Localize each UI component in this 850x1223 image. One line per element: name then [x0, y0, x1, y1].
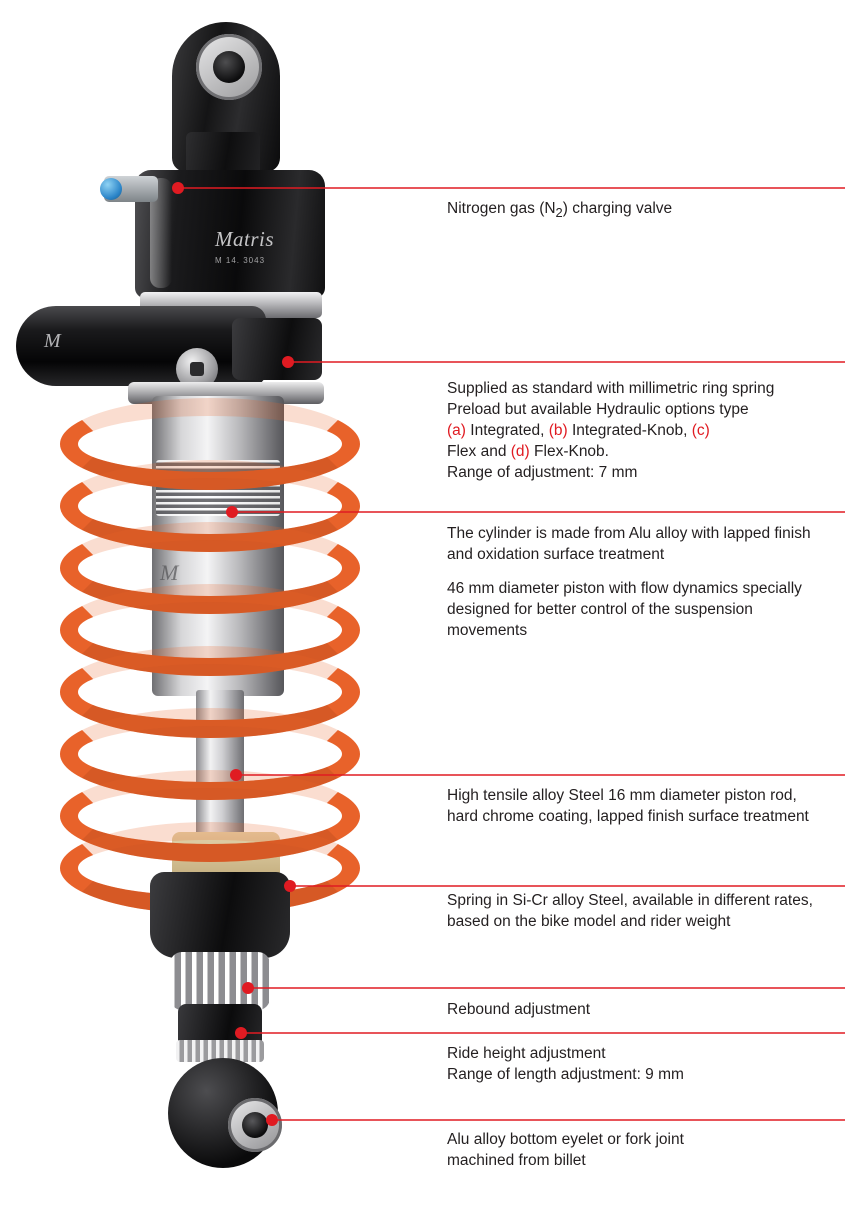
- callout-preload-options: [447, 420, 839, 441]
- callout-preload-line-1: Supplied as standard with millimetric ring spring: [447, 380, 775, 397]
- callout-piston-rod-text: High tensile alloy Steel 16 mm diameter piston rod, hard chrome coating, lapped finish surface treatment: [447, 787, 809, 825]
- preload-brand-mark: M: [44, 330, 61, 352]
- callout-spring-text: Spring in Si-Cr alloy Steel, available in different rates, based on the bike model and rider weight: [447, 892, 813, 930]
- callout-cylinder-para-1: The cylinder is made from Alu alloy with lapped finish and oxidation surface treatment: [447, 525, 811, 563]
- option-name-b: Integrated-Knob,: [571, 422, 688, 439]
- callout-bottom-eyelet-line-2: machined from billet: [447, 1152, 586, 1169]
- callout-ride-height: [447, 1043, 839, 1085]
- brand-logo-text: Matris: [215, 227, 275, 251]
- brand-logo: [215, 227, 315, 265]
- nitrogen-valve-cap-icon: [100, 178, 122, 200]
- bottom-housing: [150, 872, 290, 958]
- callout-nitrogen-after: ) charging valve: [562, 200, 673, 217]
- option-label-c: (c): [691, 422, 710, 439]
- preload-collar: [232, 318, 322, 380]
- callout-bottom-eyelet-line-1: Alu alloy bottom eyelet or fork joint: [447, 1131, 684, 1148]
- top-eyelet-hole: [213, 51, 245, 83]
- callout-nitrogen-before: Nitrogen gas (N: [447, 200, 556, 217]
- callout-cylinder-para-2: 46 mm diameter piston with flow dynamics specially designed for better control of the suspension movements: [447, 580, 802, 639]
- option-label-a: (a): [447, 422, 466, 439]
- option-label-d: (d): [510, 443, 530, 460]
- callout-piston-rod: [447, 785, 819, 827]
- callout-preload-range: Range of adjustment: 7 mm: [447, 464, 638, 481]
- callout-preload: [447, 378, 839, 483]
- callout-preload-line-2: Preload but available Hydraulic options type: [447, 401, 749, 418]
- product-code: M 14. 3043: [215, 256, 266, 265]
- callout-preload-options-2: [447, 441, 839, 462]
- cylinder-brand-mark: M: [160, 560, 179, 585]
- callout-rebound-text: Rebound adjustment: [447, 1001, 591, 1018]
- rebound-adjuster: [170, 952, 270, 1010]
- bottom-eyelet-hole: [242, 1112, 268, 1138]
- main-spring: [60, 398, 370, 918]
- preload-screw-hex: [190, 362, 204, 376]
- callout-ride-height-line-1: Ride height adjustment: [447, 1045, 606, 1062]
- option-name-d: Flex-Knob.: [534, 443, 609, 460]
- callout-nitrogen-valve: [447, 198, 839, 223]
- callout-ride-height-line-2: Range of length adjustment: 9 mm: [447, 1066, 684, 1083]
- shock-absorber-illustration: [0, 0, 420, 1223]
- option-name-c: Flex and: [447, 443, 507, 460]
- callout-nitrogen-sub: 2: [555, 205, 563, 221]
- callout-bottom-eyelet: [447, 1129, 839, 1171]
- callout-spring: [447, 890, 819, 932]
- callout-cylinder: [447, 523, 817, 641]
- option-label-b: (b): [548, 422, 568, 439]
- option-name-a: Integrated,: [470, 422, 545, 439]
- callout-rebound: [447, 999, 839, 1020]
